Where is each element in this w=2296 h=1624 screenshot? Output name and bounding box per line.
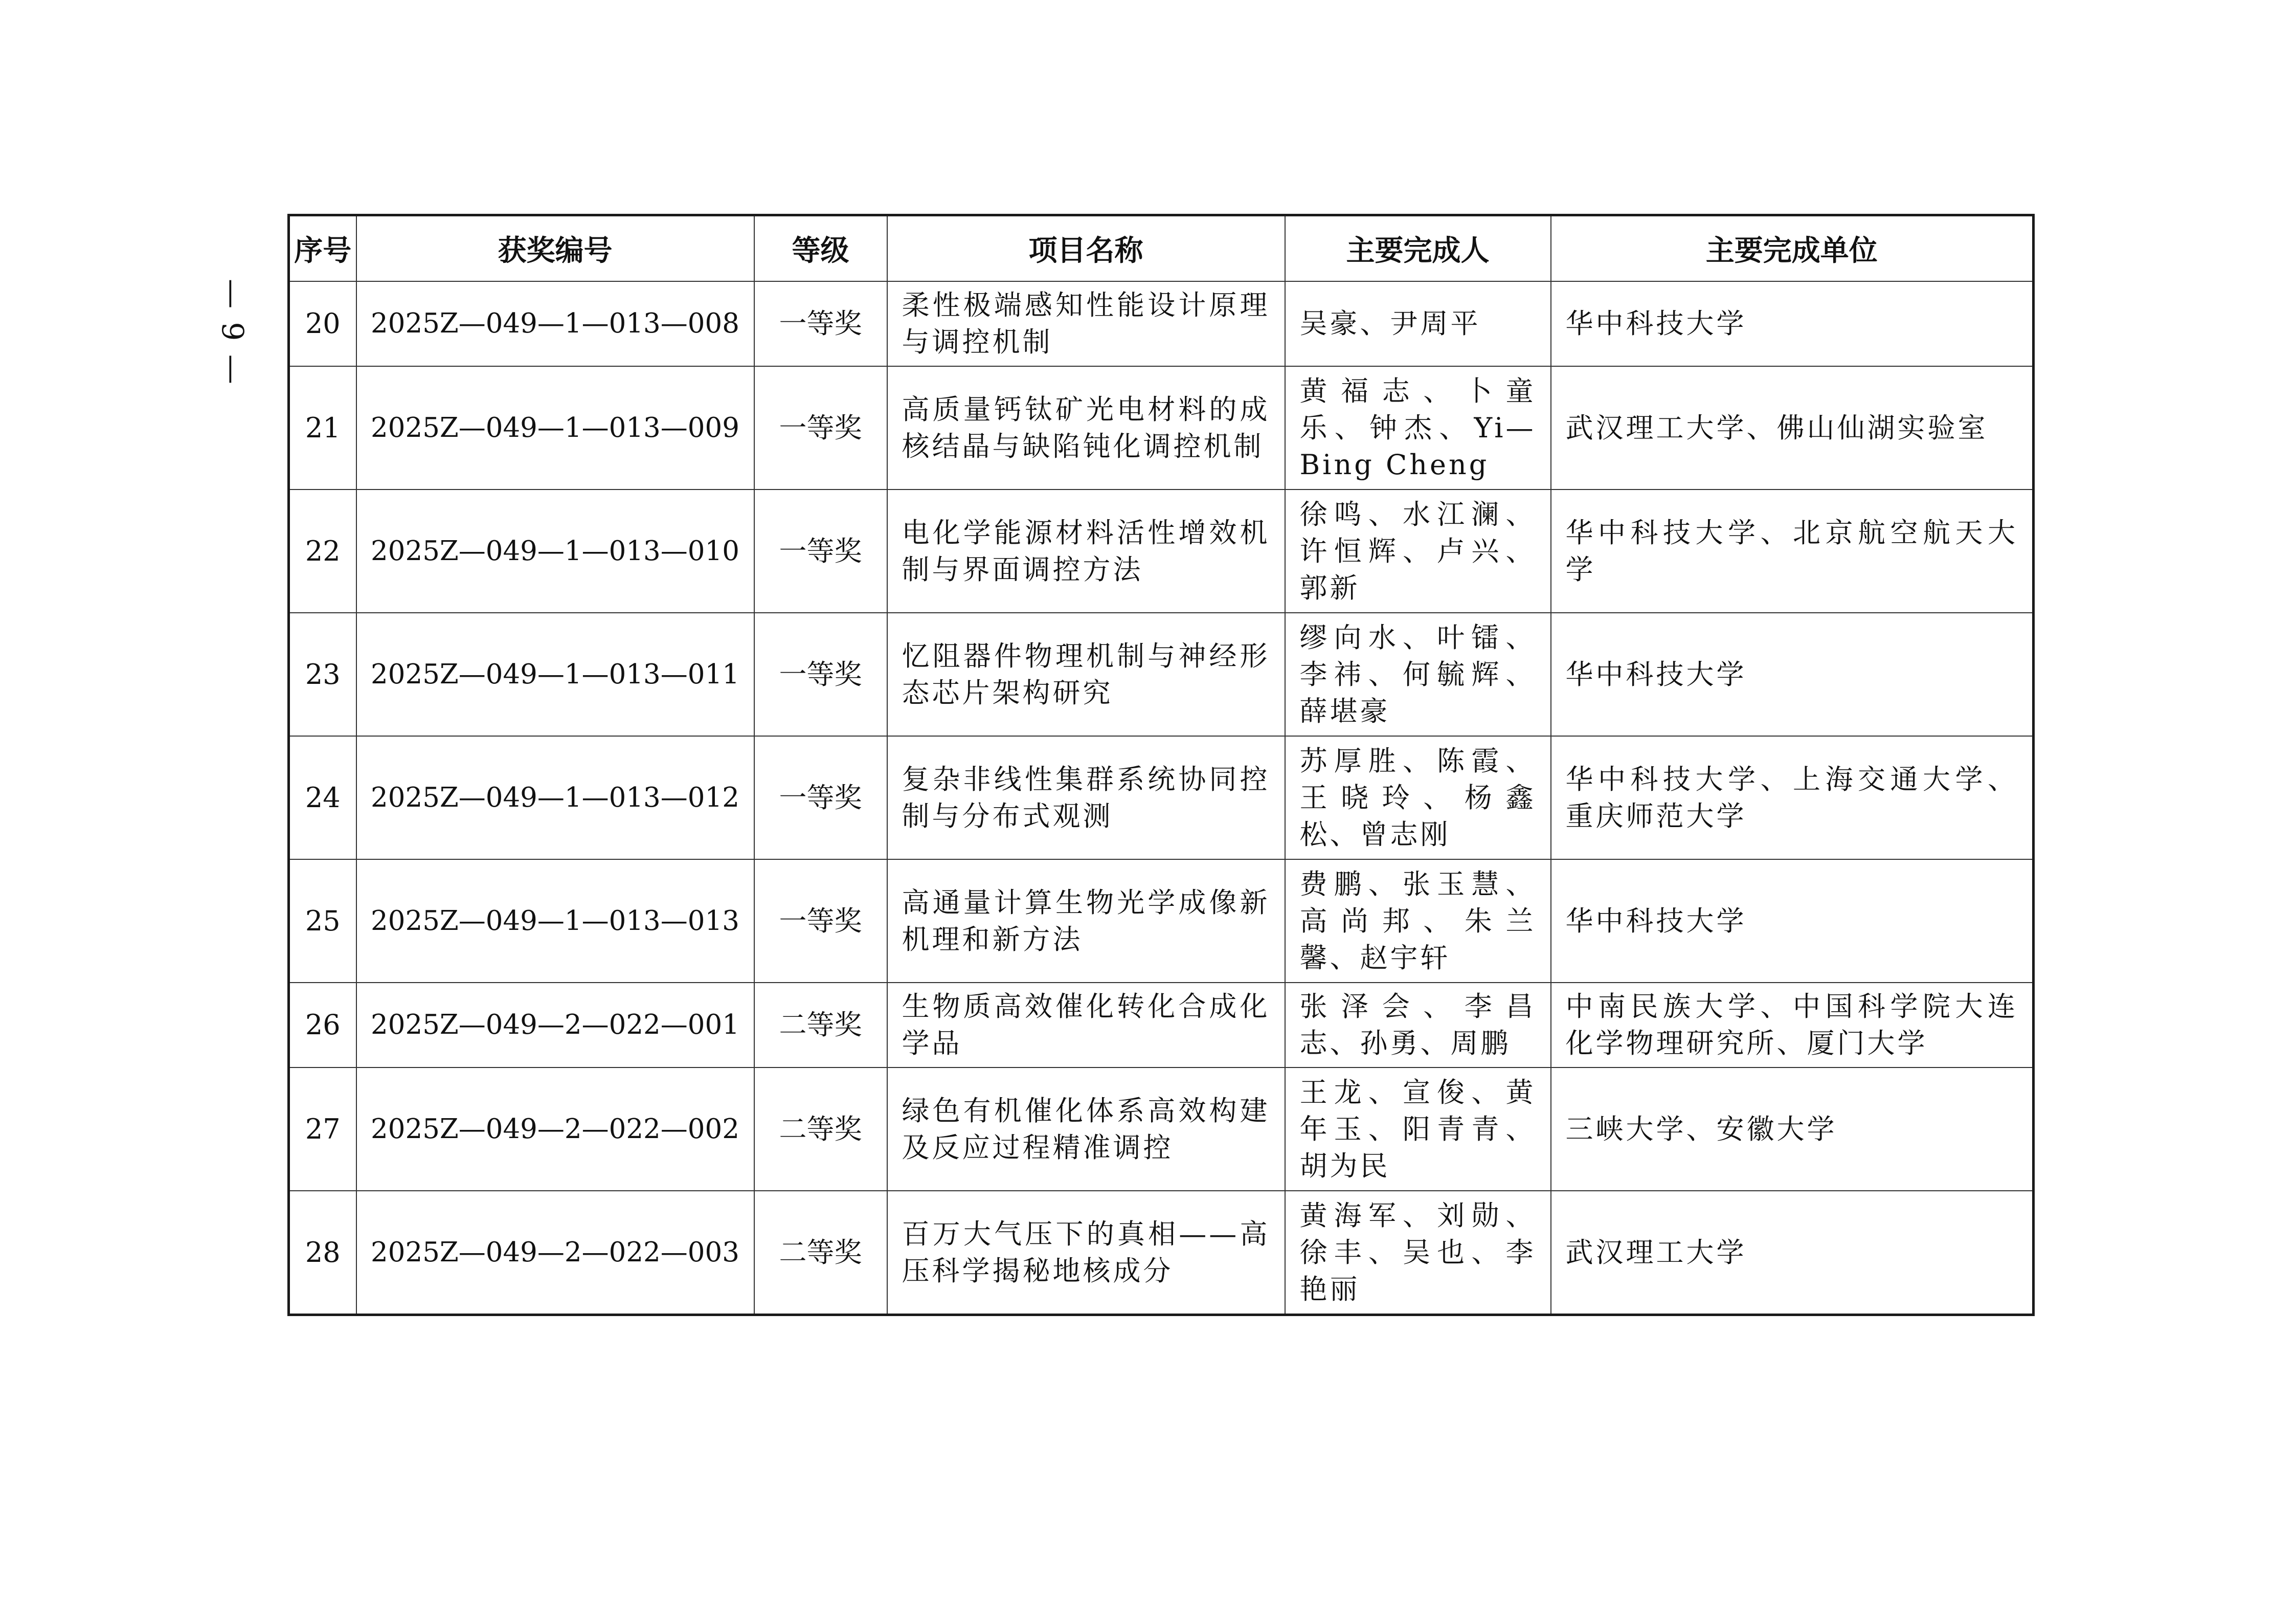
cell-units: 三峡大学、安徽大学 (1551, 1067, 2034, 1191)
cell-code: 2025Z—049—2—022—001 (356, 983, 754, 1067)
table-row (289, 613, 2034, 736)
cell-project-name: 复杂非线性集群系统协同控制与分布式观测 (887, 736, 1285, 859)
cell-units: 武汉理工大学、佛山仙湖实验室 (1551, 366, 2034, 490)
cell-code: 2025Z—049—1—013—013 (356, 859, 754, 983)
cell-grade: 一等奖 (754, 281, 887, 366)
cell-people: 苏厚胜、陈霞、王晓玲、杨鑫松、曾志刚 (1285, 736, 1551, 859)
cell-seq: 27 (289, 1067, 356, 1191)
cell-seq: 28 (289, 1191, 356, 1315)
cell-grade: 一等奖 (754, 859, 887, 983)
table-row (289, 490, 2034, 613)
cell-project-name: 高质量钙钛矿光电材料的成核结晶与缺陷钝化调控机制 (887, 366, 1285, 490)
cell-people: 张泽会、李昌志、孙勇、周鹏 (1285, 983, 1551, 1067)
cell-grade: 二等奖 (754, 1067, 887, 1191)
cell-code: 2025Z—049—1—013—008 (356, 281, 754, 366)
cell-people: 黄福志、卜童乐、钟杰、Yi—Bing Cheng (1285, 366, 1551, 490)
cell-project-name: 电化学能源材料活性增效机制与界面调控方法 (887, 490, 1285, 613)
cell-grade: 一等奖 (754, 490, 887, 613)
cell-project-name: 高通量计算生物光学成像新机理和新方法 (887, 859, 1285, 983)
cell-seq: 21 (289, 366, 356, 490)
header-units: 主要完成单位 (1551, 215, 2034, 282)
table-header-row (289, 215, 2034, 282)
award-table (287, 214, 2035, 1316)
header-people: 主要完成人 (1285, 215, 1551, 282)
cell-units: 华中科技大学 (1551, 281, 2034, 366)
page-number (210, 251, 256, 414)
cell-grade: 一等奖 (754, 613, 887, 736)
cell-code: 2025Z—049—1—013—010 (356, 490, 754, 613)
table-row (289, 281, 2034, 366)
cell-project-name: 绿色有机催化体系高效构建及反应过程精准调控 (887, 1067, 1285, 1191)
cell-seq: 24 (289, 736, 356, 859)
cell-units: 华中科技大学、上海交通大学、重庆师范大学 (1551, 736, 2034, 859)
cell-people: 吴豪、尹周平 (1285, 281, 1551, 366)
header-name: 项目名称 (887, 215, 1285, 282)
cell-people: 徐鸣、水江澜、许恒辉、卢兴、郭新 (1285, 490, 1551, 613)
cell-seq: 25 (289, 859, 356, 983)
cell-grade: 二等奖 (754, 983, 887, 1067)
cell-units: 武汉理工大学 (1551, 1191, 2034, 1315)
table-row (289, 366, 2034, 490)
cell-project-name: 柔性极端感知性能设计原理与调控机制 (887, 281, 1285, 366)
cell-grade: 二等奖 (754, 1191, 887, 1315)
cell-code: 2025Z—049—1—013—012 (356, 736, 754, 859)
cell-grade: 一等奖 (754, 736, 887, 859)
cell-units: 华中科技大学 (1551, 859, 2034, 983)
cell-seq: 23 (289, 613, 356, 736)
header-seq: 序号 (289, 215, 356, 282)
cell-code: 2025Z—049—1—013—011 (356, 613, 754, 736)
cell-project-name: 百万大气压下的真相——高压科学揭秘地核成分 (887, 1191, 1285, 1315)
cell-seq: 20 (289, 281, 356, 366)
cell-units: 中南民族大学、中国科学院大连化学物理研究所、厦门大学 (1551, 983, 2034, 1067)
page-number-text: — 9 — (215, 279, 250, 386)
cell-project-name: 忆阻器件物理机制与神经形态芯片架构研究 (887, 613, 1285, 736)
cell-seq: 22 (289, 490, 356, 613)
cell-seq: 26 (289, 983, 356, 1067)
cell-units: 华中科技大学 (1551, 613, 2034, 736)
table-row (289, 1191, 2034, 1315)
cell-people: 缪向水、叶镭、李祎、何毓辉、薛堪豪 (1285, 613, 1551, 736)
header-code: 获奖编号 (356, 215, 754, 282)
cell-code: 2025Z—049—2—022—002 (356, 1067, 754, 1191)
cell-project-name: 生物质高效催化转化合成化学品 (887, 983, 1285, 1067)
cell-people: 王龙、宣俊、黄年玉、阳青青、胡为民 (1285, 1067, 1551, 1191)
cell-units: 华中科技大学、北京航空航天大学 (1551, 490, 2034, 613)
cell-people: 费鹏、张玉慧、高尚邦、朱兰馨、赵宇轩 (1285, 859, 1551, 983)
cell-grade: 一等奖 (754, 366, 887, 490)
table-row (289, 1067, 2034, 1191)
table-row (289, 736, 2034, 859)
table-row (289, 859, 2034, 983)
header-grade: 等级 (754, 215, 887, 282)
cell-code: 2025Z—049—2—022—003 (356, 1191, 754, 1315)
table-row (289, 983, 2034, 1067)
cell-code: 2025Z—049—1—013—009 (356, 366, 754, 490)
cell-people: 黄海军、刘勋、徐丰、吴也、李艳丽 (1285, 1191, 1551, 1315)
